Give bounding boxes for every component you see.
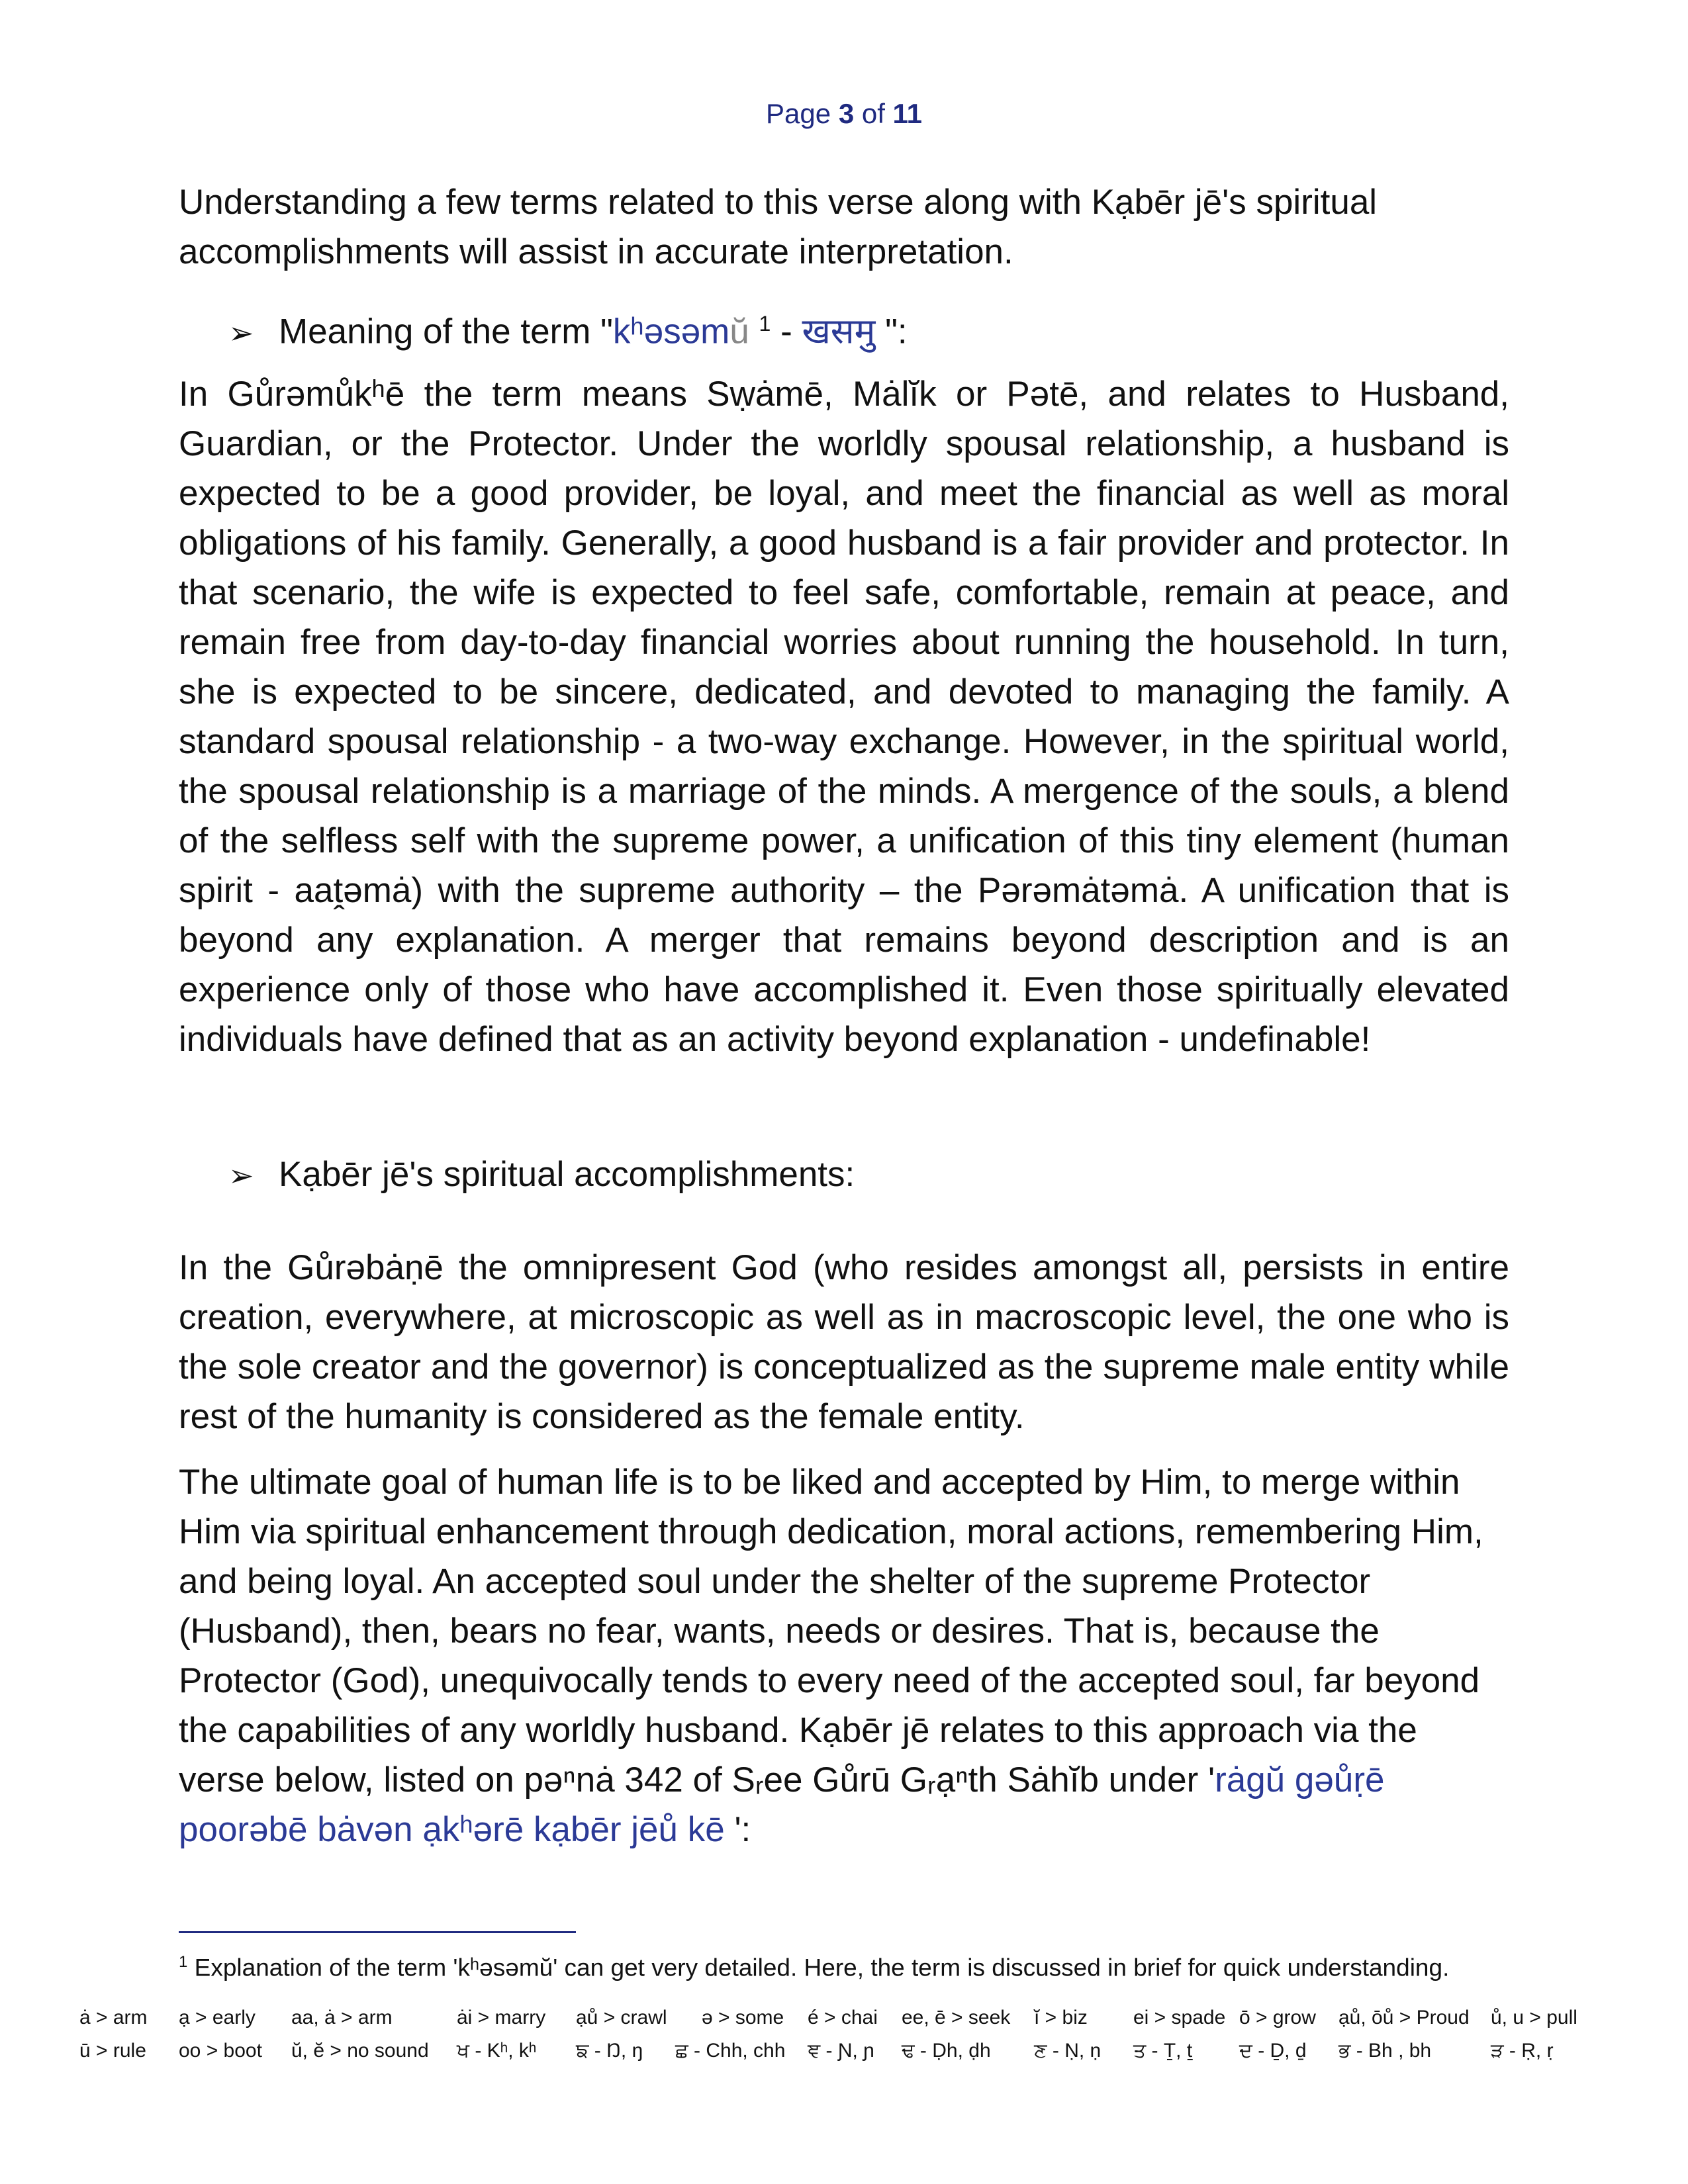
legend-item: ō > grow [1239, 2007, 1316, 2028]
paragraph-ultimate-goal: The ultimate goal of human life is to be liked and accepted by Him, to merge within Him via spiritual enhancement through dedication, moral actions, remembering Him, and being loyal. An accepted soul under the shelter of the supreme Protector (Husband), then, bears no fear, wants, needs or desires. That is, because the Protector (God), unequivocally tends to every need of the accepted soul, far beyond the capabilities of any worldly husband. Kạbēr jē relates to this approach via the verse below, listed on pəⁿnȧ 342 of Sᵣee Gůrū Gᵣạⁿth Sȧhĭb under 'rȧgŭ gəůṛē poorəbē bȧvən ạkʰərē kạbēr jēů kē ': [179, 1463, 1483, 1849]
legend-item: ਦ - Ḏ, ḏ [1239, 2040, 1307, 2062]
term-transliteration: kʰəsəmŭ [612, 312, 749, 351]
arrow-bullet-icon: ➢ [228, 1158, 254, 1193]
pronunciation-legend-row-2 [79, 2036, 1615, 2066]
footnote-separator [179, 1931, 576, 1933]
legend-item: ȧi > marry [457, 2007, 546, 2028]
legend-item: aa, ȧ > arm [291, 2007, 393, 2028]
legend-item: ə > some [702, 2007, 784, 2028]
legend-item: ạů, ōů > Proud [1338, 2007, 1470, 2028]
legend-item: ਙ - Ŋ, ŋ [576, 2040, 643, 2062]
legend-item: ੜ - Ṛ, ṛ [1491, 2040, 1554, 2062]
legend-item: ਞ - Ɲ, ɲ [808, 2040, 874, 2062]
legend-item: ਛ - Chh, chh [675, 2040, 786, 2062]
legend-item: ạ > early [179, 2007, 256, 2028]
legend-item: ů, u > pull [1491, 2007, 1577, 2028]
legend-item: é > chai [808, 2007, 878, 2028]
intro-paragraph: Understanding a few terms related to this verse along with Kạbēr jē's spiritual accomplishments will assist in accurate interpretation. [179, 183, 1378, 271]
legend-item: ū > rule [79, 2040, 146, 2062]
legend-item: ạů > crawl [576, 2007, 667, 2028]
legend-item: ਢ - Ḍh, ḍh [902, 2040, 991, 2062]
footnote-ref: 1 [759, 312, 771, 336]
raag-title: rȧgŭ gəůṛē poorəbē bȧvən ạkʰərē kạbēr jēů kē [179, 1760, 1385, 1849]
page-number: Page 3 of 11 [766, 98, 922, 129]
legend-item: ਖ - Kʰ, kʰ [457, 2040, 537, 2062]
legend-item: ee, ē > seek [902, 2007, 1011, 2028]
bullet-accomplishments: ➢ Kạbēr jē's spiritual accomplishments: [228, 1150, 855, 1201]
legend-item: ȧ > arm [79, 2007, 148, 2028]
legend-item: ei > spade [1133, 2007, 1226, 2028]
legend-item: ਣ - Ṇ, ṇ [1034, 2040, 1102, 2062]
pronunciation-legend-row-1 [79, 2003, 1615, 2033]
legend-item: ŭ, ĕ > no sound [291, 2040, 429, 2062]
paragraph-omnipresent: In the Gůrəbȧṇē the omnipresent God (who resides amongst all, persists in entire creation, everywhere, at microscopic as well as in macroscopic level, the one who is the sole creator and the governor) is conceptualized as the supreme male entity while rest of the humanity is considered as the female entity. [179, 1248, 1509, 1436]
bullet-term-meaning: ➢ Meaning of the term "kʰəsəmŭ $^1$ - खसमु ": [228, 299, 908, 358]
term-devanagari: खसमु [802, 312, 876, 351]
arrow-bullet-icon: ➢ [228, 315, 254, 350]
legend-item: oo > boot [179, 2040, 262, 2062]
paragraph-meaning: In Gůrəmůkʰē the term means Sẉȧmē, Mȧlĭk or Pətē, and relates to Husband, Guardian, or the Protector. Under the worldly spousal relationship, a husband is expected to be a good provider, be loyal, and meet the financial as well as moral obligations of his family. Generally, a good husband is a fair provider and protector. In that scenario, the wife is expected to feel safe, comfortable, remain at peace, and remain free from day-to-day financial worries about running the household. In turn, she is expected to be sincere, dedicated, and devoted to managing the family. A standard spousal relationship - a two-way exchange. However, in the spiritual world, the spousal relationship is a marriage of the minds. A mergence of the souls, a blend of the selfless self with the supreme power, a unification of this tiny element (human spirit - aaṱəmȧ) with the supreme authority – the Pərəmȧtəmȧ. A unification that is beyond any explanation. A merger that remains beyond description and is an experience only of those who have accomplished it. Even those spiritually elevated individuals have defined that as an activity beyond explanation - undefinable! [179, 375, 1509, 1059]
footnote: $^1$ Explanation of the term 'kʰəsəmŭ' can get very detailed. Here, the term is discussed in brief for quick understanding. [179, 1953, 1450, 1981]
legend-item: ਤ - Ṯ, ṯ [1133, 2040, 1193, 2062]
legend-item: ਭ - Bh , bh [1338, 2040, 1432, 2062]
legend-item: ĭ > biz [1034, 2007, 1088, 2028]
